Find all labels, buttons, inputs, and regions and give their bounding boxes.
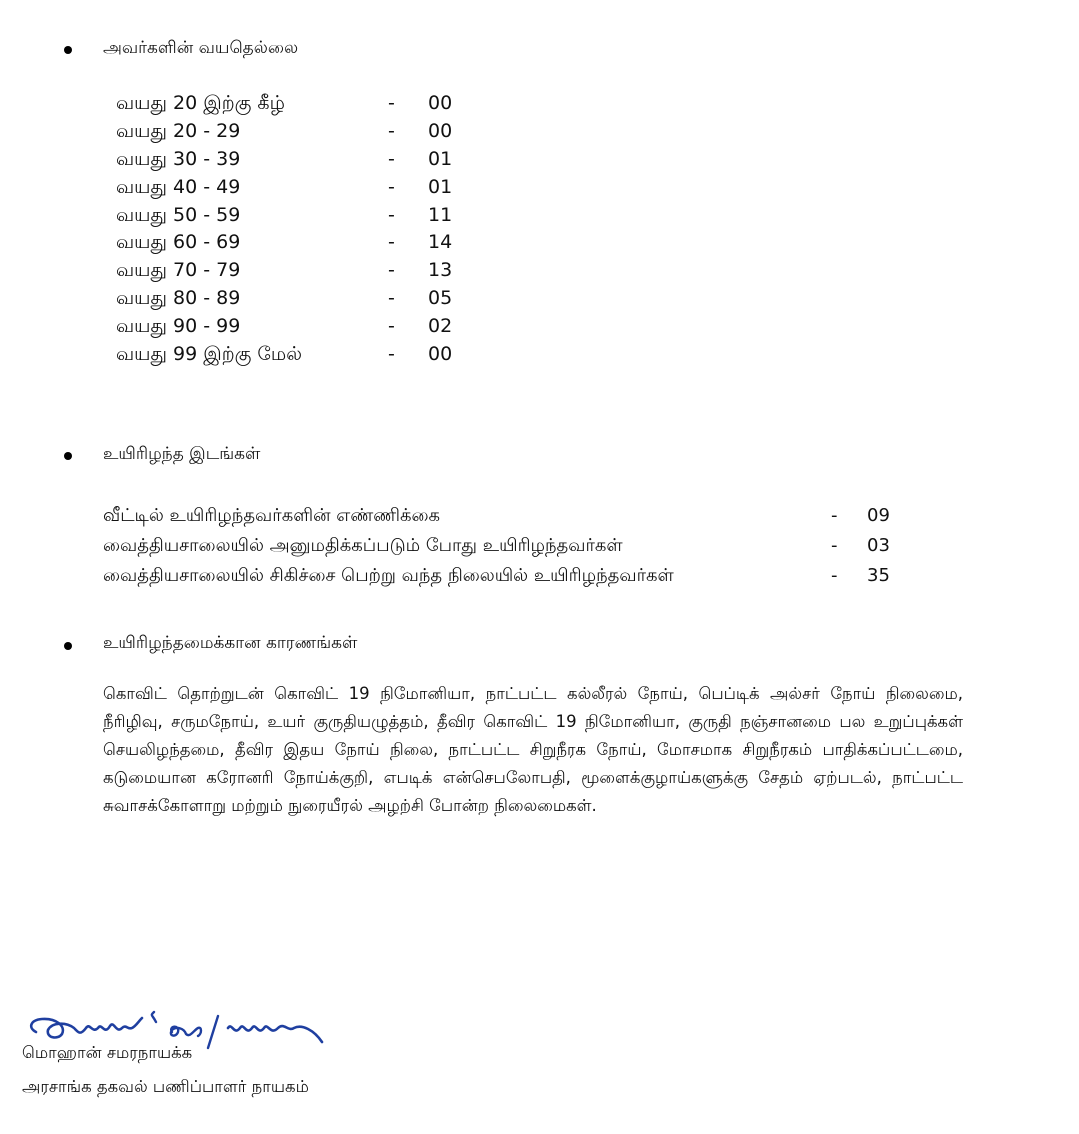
separator: - (388, 176, 395, 198)
separator: - (388, 231, 395, 253)
age-value: 00 (428, 120, 453, 142)
age-value: 01 (428, 148, 453, 170)
age-label: வயது 40 - 49 (116, 176, 241, 198)
age-label: வயது 70 - 79 (116, 259, 241, 281)
place-label: வைத்தியசாலையில் சிகிச்சை பெற்று வந்த நிலையில் உயிரிழந்தவர்கள் (103, 565, 674, 586)
separator: - (388, 315, 395, 337)
age-label: வயது 60 - 69 (116, 231, 241, 253)
place-value: 03 (867, 535, 890, 556)
separator: - (388, 92, 395, 114)
place-row (103, 501, 903, 531)
causes-section-heading: உயிரிழந்தமைக்கான காரணங்கள் (103, 633, 358, 653)
separator: - (831, 565, 838, 586)
separator: - (388, 120, 395, 142)
places-section-heading: உயிரிழந்த இடங்கள் (103, 444, 261, 464)
age-value: 01 (428, 176, 453, 198)
age-value: 00 (428, 343, 453, 365)
age-value: 05 (428, 287, 453, 309)
bullet-age (64, 46, 72, 54)
separator: - (388, 259, 395, 281)
age-value: 02 (428, 315, 453, 337)
signatory-title: அரசாங்க தகவல் பணிப்பாளர் நாயகம் (22, 1077, 309, 1096)
place-value: 09 (867, 505, 890, 526)
age-label: வயது 20 இற்கு கீழ் (116, 92, 285, 114)
age-label: வயது 90 - 99 (116, 315, 241, 337)
age-label: வயது 30 - 39 (116, 148, 241, 170)
age-value: 00 (428, 92, 453, 114)
age-section-heading: அவர்களின் வயதெல்லை (103, 38, 299, 58)
place-label: வீட்டில் உயிரிழந்தவர்களின் எண்ணிக்கை (103, 505, 441, 526)
age-label: வயது 80 - 89 (116, 287, 241, 309)
age-value: 13 (428, 259, 453, 281)
separator: - (831, 505, 838, 526)
age-label: வயது 20 - 29 (116, 120, 241, 142)
place-row (103, 531, 903, 561)
age-value: 11 (428, 204, 453, 226)
age-value: 14 (428, 231, 453, 253)
separator: - (388, 343, 395, 365)
separator: - (388, 287, 395, 309)
place-label: வைத்தியசாலையில் அனுமதிக்கப்படும் போது உயிரிழந்தவர்கள் (103, 535, 623, 556)
causes-paragraph: கொவிட் தொற்றுடன் கொவிட் 19 நிமோனியா, நாட்பட்ட கல்லீரல் நோய், பெப்டிக் அல்சர் நோய் நிலைமை, நீரிழிவு, சருமநோய், உயர் குருதியழுத்தம், தீவிர கொவிட் 19 நிமோனியா, குருதி நஞ்சானமை பல உறுப்புக்கள் செயலிழந்தமை, தீவிர இதய நோய் நிலை, நாட்பட்ட சிறுநீரக நோய், மோசமாக சிறுநீரகம் பாதிக்கப்பட்டமை, கடுமையான கரோனரி நோய்க்குறி, எபடிக் என்செபலோபதி, மூளைக்குழாய்களுக்கு சேதம் ஏற்படல், நாட்பட்ட சுவாசக்கோளாறு மற்றும் நுரையீரல் அழற்சி போன்ற நிலைமைகள். (103, 684, 963, 815)
place-row (103, 561, 903, 591)
separator: - (388, 148, 395, 170)
separator: - (388, 204, 395, 226)
bullet-causes (64, 642, 72, 650)
age-label: வயது 50 - 59 (116, 204, 241, 226)
bullet-places (64, 452, 72, 460)
signatory-name: மொஹான் சமரநாயக்க (22, 1043, 193, 1062)
separator: - (831, 535, 838, 556)
place-value: 35 (867, 565, 890, 586)
age-label: வயது 99 இற்கு மேல் (116, 343, 302, 365)
